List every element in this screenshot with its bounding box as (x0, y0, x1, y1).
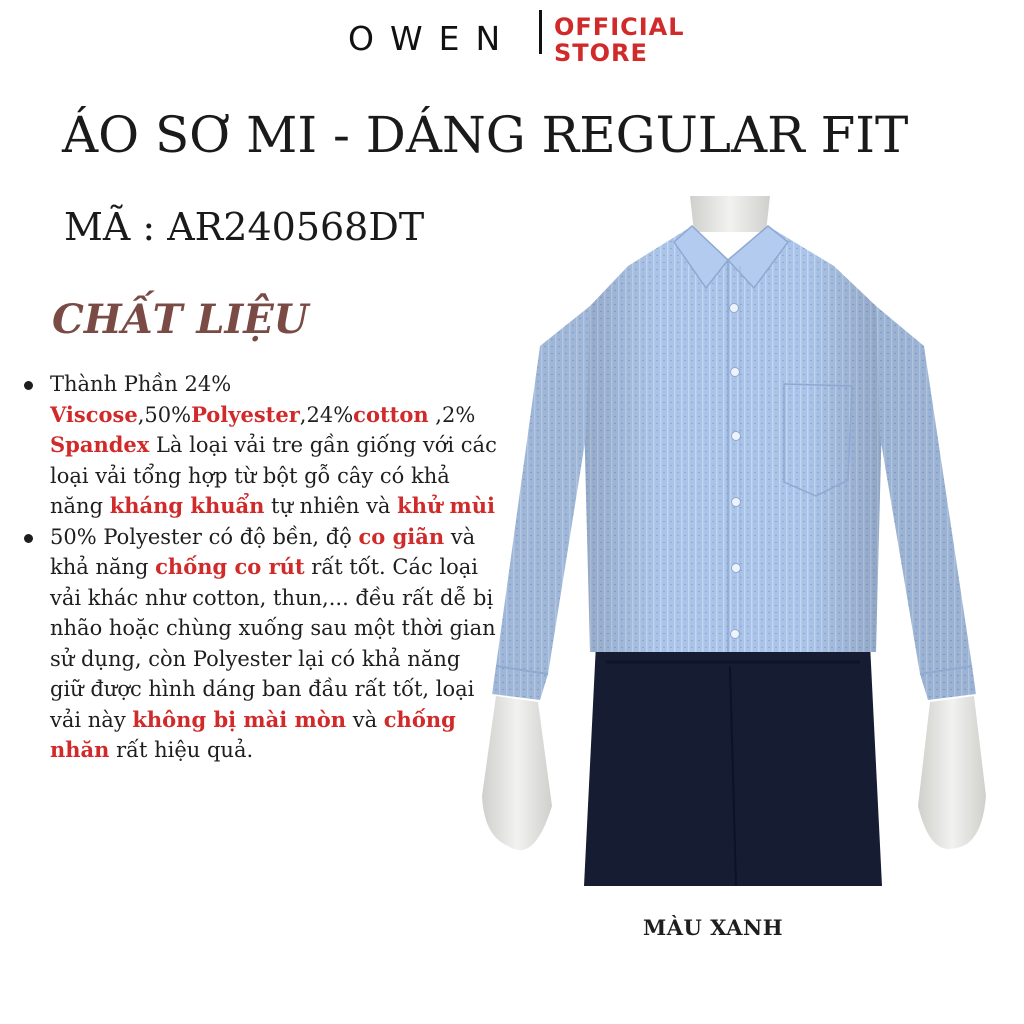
highlight-deodorize: khử mùi (397, 493, 496, 518)
highlight-spandex: Spandex (50, 432, 150, 457)
brand-divider (539, 10, 542, 54)
text-segment: ,2% (428, 402, 476, 427)
brand-name: OWEN (348, 19, 517, 58)
brand-logo (348, 8, 693, 67)
text-segment: và (346, 707, 384, 732)
material-bullet-polyester (50, 522, 500, 766)
highlight-anti-wrinkle: chống nhăn (50, 706, 456, 762)
product-code (64, 205, 424, 249)
material-section-title: CHẤT LIỆU (52, 296, 309, 343)
product-photo (478, 196, 988, 886)
highlight-viscose: Viscose (50, 401, 138, 427)
product-title: ÁO SƠ MI - DÁNG REGULAR FIT (62, 106, 909, 164)
text-segment: Thành Phần 24% (50, 372, 232, 396)
text-segment: và khả năng (50, 524, 476, 579)
product-code-value: AR240568DT (167, 205, 425, 249)
highlight-antibacterial: kháng khuẩn (109, 493, 265, 518)
text-segment: ,50% (137, 402, 192, 427)
highlight-stretch: co giãn (358, 523, 445, 549)
text-segment: rất hiệu quả. (109, 738, 254, 762)
text-segment: 50% Polyester có độ bền, độ (50, 524, 359, 549)
color-caption: MÀU XANH (643, 915, 784, 940)
highlight-anti-shrink: chống co rút (155, 554, 305, 579)
text-segment: Là loại vải tre gần giống với các loại vải tổng hợp từ bột gỗ cây có khả năng (50, 433, 497, 518)
highlight-polyester: Polyester (191, 401, 300, 427)
text-segment: tự nhiên và (264, 494, 398, 518)
official-line-2: STORE (554, 39, 648, 67)
text-segment: ,24% (299, 402, 354, 427)
highlight-no-wear: không bị mài mòn (132, 706, 347, 732)
highlight-cotton: cotton (353, 401, 429, 427)
official-store-label (554, 14, 685, 66)
mannequin-blue-shirt-icon (478, 196, 988, 886)
material-list (20, 369, 500, 766)
material-bullet-composition (50, 369, 500, 522)
product-code-label: MÃ : (64, 205, 156, 249)
text-segment: rất tốt. Các loại vải khác như cotton, thun,... đều rất dễ bị nhão hoặc chùng xuống sau một thời gian sử dụng, còn Polyester lại có khả năng giữ được hình dáng ban đầu rất tốt, loại vải này (50, 555, 496, 732)
official-line-1: OFFICIAL (554, 13, 685, 41)
